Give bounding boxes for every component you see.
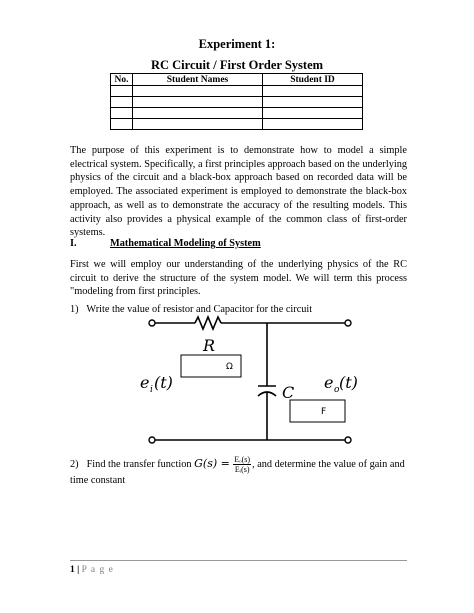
capacitor-label: C	[282, 383, 295, 402]
output-voltage-arg: (t)	[339, 373, 358, 392]
column-header-names: Student Names	[133, 74, 263, 86]
purpose-paragraph: The purpose of this experiment is to demonstrate how to model a simple electrical system. Specifically, a first principles approach based on the underlying physics of the circuit and a black-box approach based on recorded data will be employed. The associated experiment is employed to demonstrate the black-box approach, as well as to demonstrate the accuracy of the resulting models. This activity also provides a physical example of the common class of first-order systems.	[70, 145, 407, 239]
output-voltage-subscript: o	[334, 385, 340, 395]
question-text: Write the value of resistor and Capacitor for the circuit	[86, 304, 313, 315]
output-terminal-bottom	[345, 437, 351, 443]
fraction-numerator: Eₒ(s)	[234, 455, 251, 464]
output-voltage-symbol: e	[324, 373, 334, 392]
input-voltage-symbol: e	[140, 373, 150, 392]
input-voltage-label	[140, 373, 173, 395]
question-number: 2)	[70, 458, 79, 470]
column-header-no: No.	[111, 74, 133, 86]
footer-separator: |	[77, 565, 80, 575]
page-footer	[70, 565, 114, 575]
input-terminal-top	[149, 320, 155, 326]
section-number: I.	[70, 238, 77, 249]
input-voltage-subscript: i	[150, 385, 153, 395]
input-voltage-arg: (t)	[154, 373, 173, 392]
fraction-denominator: Eᵢ(s)	[234, 465, 250, 474]
transfer-function-fraction	[233, 455, 251, 474]
transfer-function-lhs: G(s) =	[194, 456, 230, 470]
section-title: Mathematical Modeling of System	[110, 238, 261, 249]
question-text-before: Find the transfer function	[86, 458, 192, 470]
column-header-id: Student ID	[263, 74, 363, 86]
question-2	[70, 455, 410, 488]
intro-paragraph: First we will employ our understanding of the underlying physics of the RC circuit to derive the structure of the system model. We will term this process "modeling from first principles.	[70, 259, 407, 298]
resistor-label: R	[203, 336, 216, 355]
resistor-symbol	[195, 317, 221, 329]
resistor-unit: Ω	[226, 362, 233, 372]
question-text-after: , and determine the value of gain and time constant	[70, 458, 405, 486]
output-terminal-top	[345, 320, 351, 326]
capacitor-value-box[interactable]	[290, 400, 345, 422]
output-voltage-label	[324, 373, 358, 395]
input-terminal-bottom	[149, 437, 155, 443]
page-title: Experiment 1:	[198, 37, 276, 51]
page-word: P a g e	[81, 565, 114, 575]
footer-divider	[70, 560, 407, 561]
page-number: 1	[70, 565, 75, 575]
page-subtitle: RC Circuit / First Order System	[150, 58, 324, 72]
capacitor-unit: F	[321, 407, 327, 417]
question-number: 1)	[70, 304, 79, 315]
